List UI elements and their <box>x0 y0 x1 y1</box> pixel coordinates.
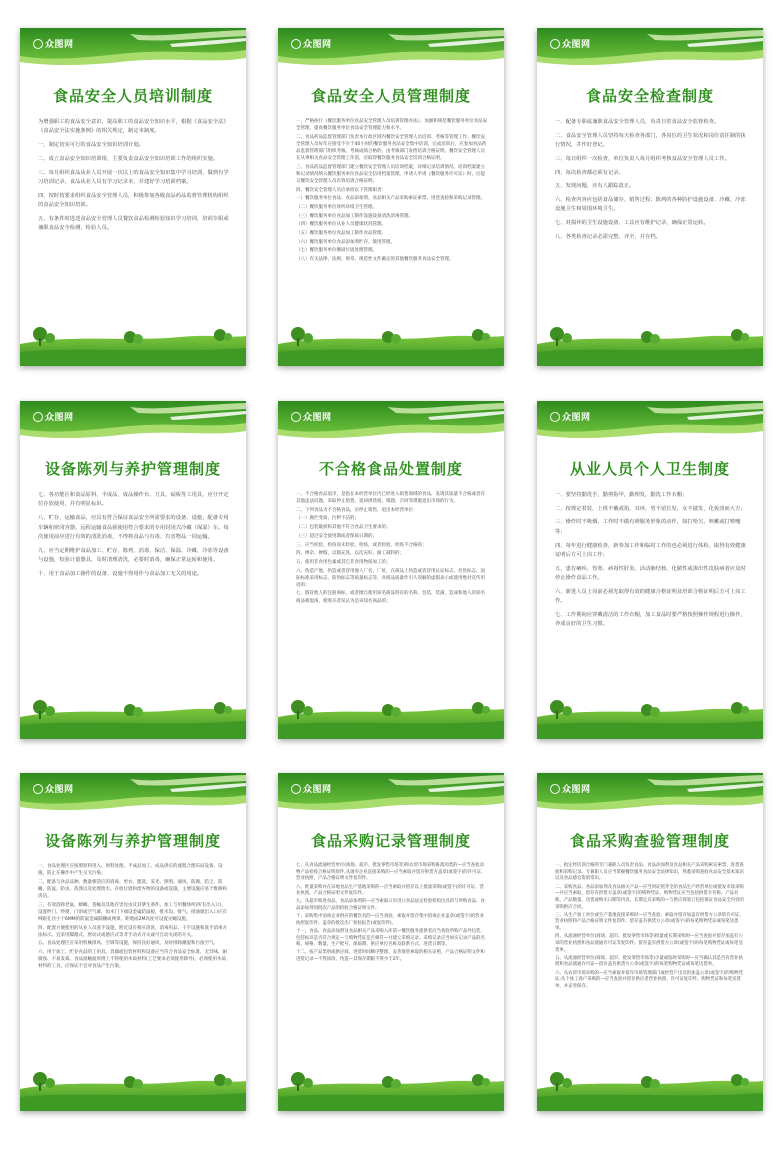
body-paragraph: 八、各类检查记录必需完整、齐全，并存档。 <box>555 233 661 240</box>
grass-footer <box>278 677 504 739</box>
logo-icon <box>33 39 43 49</box>
body-paragraph: 五、使用非食用色素或其它非食用物质加工的； <box>296 559 391 565</box>
poster-body <box>38 863 230 972</box>
body-paragraph: 一、要坚持勤洗手，勤剪指甲，勤理发，勤洗工作衣帽； <box>555 492 688 498</box>
body-paragraph: 二、食品安全管理人员坚持每天检查各部门，各岗位的卫生状况和岗位责任制的执行情况，并作好登记。 <box>555 132 746 149</box>
body-paragraph: 九、从超市购进食品、食品添加剂的—应当索取口岸进口食品法定检验机构出具的与所购食品、食品添加剂同批次产品的检验合格证明文件。 <box>296 899 485 911</box>
body-paragraph: 五、食品处理区应采用机械排风、空调等设施，保持良好通风，及时排除潮湿和污浊空气。 <box>38 941 218 947</box>
body-paragraph: 七、从食品流通经营单位(商场、超市、批发零售市场等)和农贸市场采购畜禽肉类的—应当查验动物产品检疫合格证明原件,从屠宰企业直接采购的—应当索取并留存供货方盖章(或签字)的许可证、营业执照、产品合格证明文件复印件。 <box>296 863 486 882</box>
logo-icon <box>33 784 43 794</box>
logo-icon <box>550 39 560 49</box>
body-paragraph: 六、伪造产地，伪造或者冒用他人厂名、厂址，在商品上伪造或者冒用认证标志、名优标志、国际标准采用标志、防伪标志等质量标志等，对商品质量作引人误解的虚假表示或使用绝对宣传用语的； <box>296 568 485 588</box>
body-paragraph: 一、配备专职或兼职食品安全管理人员，负责日常食品安全监督检查。 <box>555 119 720 125</box>
poster-title: 不合格食品处置制度 <box>318 460 463 478</box>
body-paragraph: 四、掺杂、掺假，以假充真，以次充好，偷工减料的； <box>296 551 404 557</box>
body-paragraph: 四、每次检查都必须有记录。 <box>555 169 624 176</box>
body-paragraph: 一、制定切实可行的食品安全知识培训计划。 <box>38 142 144 149</box>
poster-body <box>296 863 488 965</box>
poster-title: 食品采购查验管理制度 <box>569 832 730 850</box>
brand-logo <box>33 782 74 795</box>
grass-footer <box>20 1049 246 1111</box>
grass-footer <box>537 677 763 739</box>
grass-footer <box>537 304 763 366</box>
poster-4 <box>20 401 246 739</box>
body-paragraph: （三）餐饮服务单位食品加工制作设施设备清洗消毒管理。 <box>296 213 413 219</box>
poster-9 <box>537 773 763 1111</box>
body-paragraph: 四、每年进行健康检查，新参加工作和临时工作的也必须进行体检，取得有效健康证明后方可上岗工作； <box>555 542 746 558</box>
body-paragraph: 七、各功能区和食品原料、半成品、成品操作台、刀具、砧板等工用具，应分开定位存放使用，并有明显标识。 <box>38 492 229 508</box>
body-paragraph: 四、配置方便使用的从业人员洗手设施，附近设有相应清洗、消毒用品、干手设施和洗手消毒方法标示。宜采用脚踏式、肘动式或感应式等非手动式开关或可自动关闭的开关。 <box>38 925 227 938</box>
poster-body <box>555 863 747 992</box>
body-paragraph: 一）餐饮服务单位食品、食品添加剂、食品相关产品采购索证索票、进货查验和采购记录管理。 <box>296 196 485 202</box>
poster-title: 食品采购记录管理制度 <box>310 832 471 850</box>
body-paragraph: 二、采购食品、食品添加剂及食品相关产品—应当到证照齐全的食品生产经营单位或批发市场采购—并应当索取、留存有供货方盖章(或签字)的购物凭证。购物凭证应当包括供货方名称、产品名称、产品数量、送货或购买日期等内容。长期定点采购的—与供应商签订包括保证食品安全内容的采购供应合同。 <box>555 884 744 910</box>
brand-logo <box>291 782 332 795</box>
body-paragraph: 十二、按产品类别或供应商、进货时间顺序整理、妥善保管索取的相关证照、产品合格证明文件和进货记录—不得涂改、伪造—其保存期限不得少于2年。 <box>296 950 485 963</box>
body-paragraph: （一）腐烂变质、污秽不洁的； <box>296 516 359 522</box>
poster-body <box>555 491 747 634</box>
body-paragraph: 八、贮存、运输食品，应具有符合保证食品安全所需要求的设备、设施，配备专用车辆和密闭容器，远程运输食品须使用符合要求的专用封闭式冷藏（保温）车。每次使用前应进行有效的清洗消毒，不得将食品与有毒、有害物品一同运输。 <box>38 515 229 540</box>
poster-3 <box>537 28 763 366</box>
body-paragraph: 五、发现问题，应有人跟踪改正。 <box>555 183 635 190</box>
body-paragraph: （八）有关法律、法规、规章、规范性文件确定的其他餐饮服务食品安全管理。 <box>296 257 454 263</box>
body-paragraph: 一、食品处理区应按照原料进入、原料处理、半成品加工、成品供应的流程合理布局设备、设施，防止在操作中产生交叉污染。 <box>38 864 223 877</box>
brand-logo <box>550 782 591 795</box>
poster-body <box>38 118 230 238</box>
body-paragraph: （二）包装破损和其他不符合食品卫生要求的； <box>296 525 391 531</box>
logo-text: 众图网 <box>45 413 74 423</box>
body-paragraph: 一、不合格食品退市，是指在本经营单位内已经进入销售领域的食品，发现其质量不合格或者有其他违法问题，采取停止销售、退回供货商、销毁、召回等措施退出市场的行为。 <box>296 492 485 505</box>
body-paragraph: 一、指定经培训合格的专门兼职人员负责食品、食品添加剂及食品相关产品采购索证索票、进货查验和采购记录。专兼职人员应当掌握餐饮服务食品安全法律知识，熟悉采购查验食品安全基本知识以及食品感官鉴别常识。 <box>555 863 744 882</box>
poster-body <box>555 118 747 246</box>
grass-footer <box>278 1049 504 1111</box>
poster-title: 从业人员个人卫生制度 <box>569 460 730 478</box>
poster-6 <box>537 401 763 739</box>
poster-title: 食品安全检查制度 <box>585 87 714 105</box>
logo-icon <box>291 39 301 49</box>
body-paragraph: 七、假冒他人的注册商标，或者擅自使用知名商品特有的名称、包装、装潢，造成和他人的知名商品相混淆，使购买者误认为是该知名商品的； <box>296 591 485 604</box>
logo-icon <box>550 784 560 794</box>
poster-body <box>296 118 488 265</box>
body-paragraph: 二、按规定着装，上班不戴戒指、耳环，男不留长发，女不披发，化妆淡而大方； <box>555 505 746 512</box>
body-paragraph: 五、有条件时选送食品安全管理人员餐饮食品检测检验知识学习培训，培训专职或兼职食品安全检测，检验人员。 <box>38 215 229 232</box>
body-paragraph: 四、餐饮安全管理人员应承担以下管理职责： <box>296 187 386 193</box>
logo-text: 众图网 <box>303 40 332 50</box>
logo-text: 众图网 <box>303 785 332 795</box>
body-paragraph: 二、成立食品安全知识培训组，主要负责食品安全知识培训工作的组织实施。 <box>38 155 219 162</box>
body-paragraph: （六）餐饮服务单位食品添加剂贮存、使用管理。 <box>296 239 395 245</box>
body-paragraph: 十、用于食品加工操作的设备、设施不得用作与食品加工无关的用途。 <box>38 570 203 577</box>
grass-footer <box>20 304 246 366</box>
body-paragraph: 七、工作期间应穿戴清洁的工作衣帽，加工食品时要严格按照操作规程进行操作，养成良好的卫生习惯。 <box>555 611 746 628</box>
poster-title: 食品安全人员管理制度 <box>310 87 471 105</box>
poster-8 <box>278 773 504 1111</box>
brand-logo <box>33 410 74 423</box>
poster-title: 设备陈列与养护管理制度 <box>44 460 221 478</box>
body-paragraph: 十、采购集中消毒企业供应的餐饮具的—应当查验、索取并留存集中消毒企业盖章(或签字)的营业执照复印件、盖章的批次出厂检验报告(或复印件)。 <box>296 914 484 926</box>
logo-text: 众图网 <box>562 785 591 795</box>
brand-logo <box>550 410 591 423</box>
poster-2 <box>278 28 504 366</box>
body-paragraph: 五、从流通经营单位(商场、超市、批发零售市场等)少量或临时采购时—应当确认其是否有营业执照和食品流通许可证—留存盖有供货方公章(或签字)的每笔购物凭证或每笔送货单。 <box>555 955 743 968</box>
brand-logo <box>550 37 591 50</box>
poster-7 <box>20 773 246 1111</box>
body-paragraph: （七）餐饮服务单位餐厨垃圾处理管理。 <box>296 248 377 254</box>
grass-footer <box>20 677 246 739</box>
body-paragraph: 一、严格执行《餐饮服务单位食品安全管理人员培训管理办法》，加强和规范餐饮服务单位食品安全管理，提高餐饮服务单位食品安全管理能力和水平。 <box>296 119 488 132</box>
body-paragraph: （四）餐饮服务单位从业人员健康状况管理。 <box>296 222 386 228</box>
brand-logo <box>33 37 74 50</box>
logo-icon <box>550 412 560 422</box>
body-paragraph: 六、从农贸市场采购的—应当索取并留存市场管理部门或经营户出具的加盖公章(或签字)的购物凭证;从个体工商户采购的—应当查验并留存供应者营业执照、许可证复印件、购物凭证和每笔送货单，并妥善保存。 <box>555 970 743 989</box>
poster-1 <box>20 28 246 366</box>
logo-text: 众图网 <box>562 40 591 50</box>
poster-title: 设备陈列与养护管理制度 <box>44 832 221 850</box>
poster-5 <box>278 401 504 739</box>
poster-body <box>296 491 488 606</box>
body-paragraph: 为增强职工的食品安全意识，提高职工的食品安全知识水平，根据《食品安全法》《食品安全法实施条例》的相关规定，制定本制度。 <box>38 119 229 135</box>
body-paragraph: 八、批量采购并在异地食品生产基地采购的—应当索取并留存以上批量采购(或签字)的许可证、营业执照、产品合格证明文件复印件。 <box>296 884 484 897</box>
body-paragraph: （五）餐饮服务单位食品加工制作食品管理。 <box>296 231 386 237</box>
logo-icon <box>291 412 301 422</box>
body-paragraph: 二、食品药品监督管理部门负责本行政区域内餐饮安全管理人员培训、考核等管理工作。餐饮安全管理人员每年应接受不少于40小时的餐饮服务食品安全集中培训，完成培训后，应参加食品药品监督管理部门组织考核。考核成绩合格的，由考核部门发给培训合格证明。餐饮安全管理人员在从事相关食品安全管理工作前，应取得餐饮服务食品安全培训合格证明。 <box>296 134 487 162</box>
body-paragraph: 十一、食品、食品添加剂及食品相关产品采购入库前—餐饮服务提供者应当查验所购产品外包装、包装标识是否符合规定—与购物凭证是否相符—并建立采购记录。采购记录应当如实记录产品的名称、规格、数量、生产批号、保质期、供应单位名称及联系方式、进货日期等。 <box>296 928 485 948</box>
body-paragraph: （三）超过安全使用期或者保质日期的； <box>296 533 377 539</box>
body-paragraph: 七、对损坏的卫生设施设备、工具应有维护记录，确保正常运转。 <box>555 220 709 227</box>
body-paragraph: 六、新进人员上岗前必须先取得有效的健康合格证明及培训合格证明后方可上岗工作。 <box>555 588 746 605</box>
grass-footer <box>278 304 504 366</box>
body-paragraph: 四、从流通经营单位(商场、超市、批发零售市场等)批量或长期采购时—应当查验并留存加盖有公章的营业执照和食品流通许可证等复印件。留存盖有供货方公章(或签字)的每笔购物凭证或每笔送货单。 <box>555 934 743 953</box>
body-paragraph: 三、从生产加工单位或生产基地直接采购时—应当查验、索取并留存加盖有供货方公章的许可证、营业执照和产品合格证明文件复印件。留存盖有供货方公章(或签字)的每笔购物凭证或每笔送货单。 <box>555 912 744 932</box>
body-paragraph: 六、用于加工、贮存食品的工用具、容器或包装材料和设备应当符合食品安全标准，无异味、耐腐蚀、不易发霉。食品接触面原则上不得使用木质材料(工艺要求必须使用除外)，必须使用木质材料的工具，应保证不会对食品产生污染。 <box>38 950 227 970</box>
body-paragraph: 三、操作时不吸烟，工作时不做有碍服务形象的动作，如打哈欠、咳嗽或打喷嚏等； <box>555 519 741 535</box>
logo-text: 众图网 <box>303 413 332 423</box>
body-paragraph: （二）餐饮服务单位场所环境卫生管理。 <box>296 205 377 210</box>
logo-icon <box>291 784 301 794</box>
body-paragraph: 五、患有痢疾、伤寒、病毒性肝炎、活动肺结核、化脓性或渗出性皮肤病者应及时停止操作食品工作。 <box>555 565 746 582</box>
brand-logo <box>291 410 332 423</box>
brand-logo <box>291 37 332 50</box>
body-paragraph: 三、食品药品监督管理部门建立餐饮安全管理人员培训档案，详细记录培训情况。培训档案建立和记录情况纳入餐饮服务单位食品安全信用档案管理。申请人申请《餐饮服务许可证》时，应提交餐饮安全管理人员有效培训合格证明。 <box>296 164 485 184</box>
body-paragraph: 九、应当定期维护食品加工、贮存、陈列、消毒、保洁、保温、冷藏、冷冻等设备与设施，校验计量器具，及时清理清洗，必要时消毒，确保正常运转和使用。 <box>38 547 229 564</box>
logo-icon <box>33 412 43 422</box>
body-paragraph: 六、检查内容应包括食品储存、销售过程；陈列的各种防护设施设备、冷藏、冷冻设施卫生和周围环境卫生。 <box>555 196 746 213</box>
body-paragraph: 二、下列食品为不合格食品，应停止销售，退出本经营单位： <box>296 507 418 513</box>
logo-text: 众图网 <box>45 785 74 795</box>
grass-footer <box>537 1049 763 1111</box>
logo-text: 众图网 <box>45 40 74 50</box>
body-paragraph: 三、每日组织一次检查，单位负责人每月组织考核食品安全管理人员工作。 <box>555 155 730 162</box>
body-paragraph: 四、按时按要求组织食品安全管理人员，积极参加各级食品药品监督管理机构组织的食品安全知识培训。 <box>38 192 229 209</box>
poster-body <box>38 491 230 583</box>
logo-text: 众图网 <box>562 413 591 423</box>
poster-title: 食品安全人员培训制度 <box>52 87 213 105</box>
body-paragraph: 二、配备与食品品种、数量相适应的消毒、更衣、盥洗、采光、照明、通风、防腐、防尘、防蝇、防鼠、防虫、洗涤以及处理废水、存放垃圾和废弃物的设备或设施，主要设施应易于维修和清洁。 <box>38 879 227 899</box>
body-paragraph: 三、应当检验、检疫而未检验、检疫，或者检验、检疫不合格的； <box>296 542 427 548</box>
body-paragraph: 三、有效消除老鼠、蟑螂、苍蝇及其他有害昆虫及其孳生条件。加工与用餐场所(所有出入口)，设置纱门、纱窗，门帘或空气幕，如木门下端设金属防鼠板，排水沟、排气、排油烟出入口应有网眼孔径小于6MM的防鼠金属隔栅或网罩，距地面2M高度可设置灭蝇设施。 <box>38 902 227 922</box>
body-paragraph: 三、每月组织食品从业人员开展一次以上的食品安全知识集中学习培训，做到有学习培训记录，食品从业人员有学习记录本，并建好学习培训档案。 <box>38 169 229 185</box>
